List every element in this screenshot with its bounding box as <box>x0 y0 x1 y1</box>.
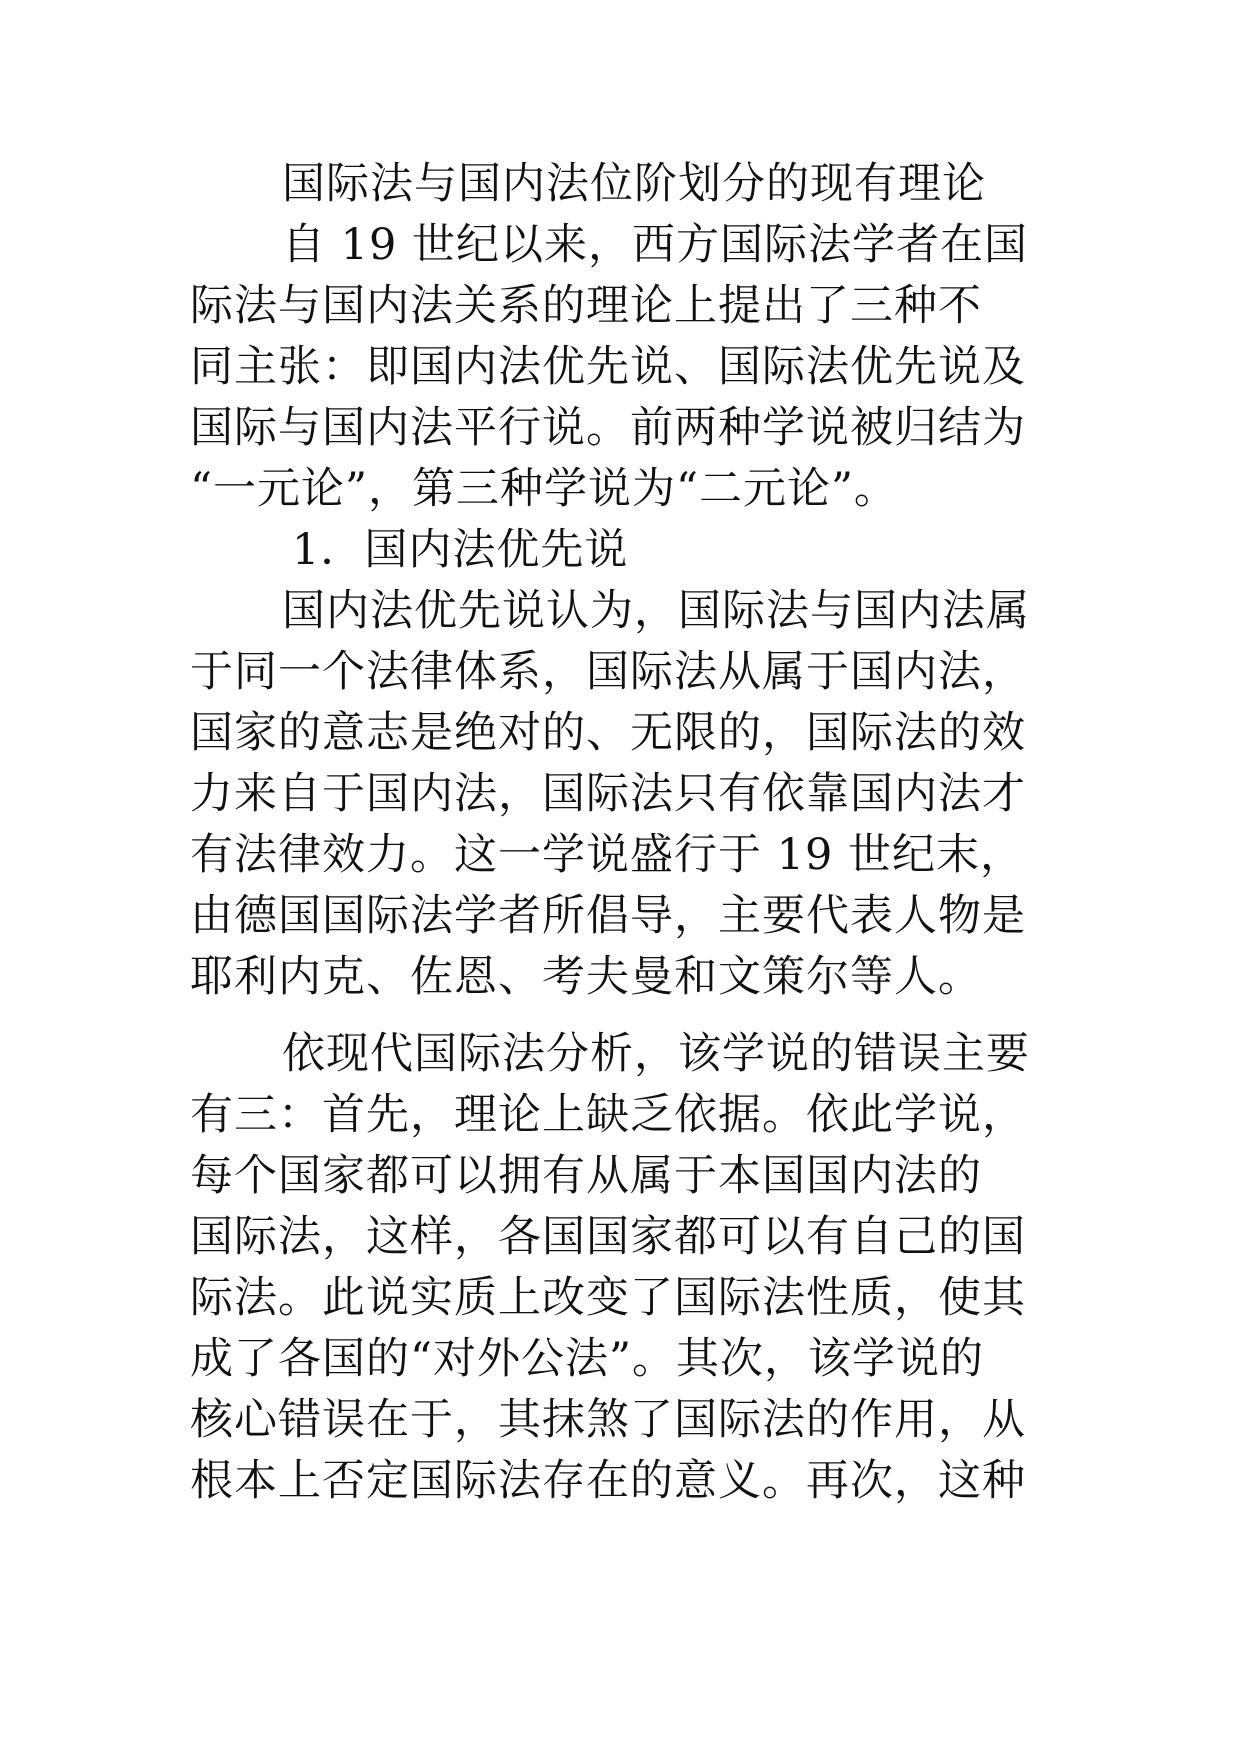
section-heading: 1．国内法优先说 <box>292 525 629 575</box>
paragraph-line: 际法。此说实质上改变了国际法性质，使其 <box>190 1273 1026 1323</box>
paragraph-line: 国际与国内法平行说。前两种学说被归结为 <box>190 403 1026 453</box>
paragraph-line: 际法与国内法关系的理论上提出了三种不 <box>190 281 982 331</box>
paragraph-line: 根本上否定国际法存在的意义。再次，这种 <box>190 1456 1026 1506</box>
paragraph-line: 核心错误在于，其抹煞了国际法的作用，从 <box>190 1395 1026 1445</box>
paragraph-line: 每个国家都可以拥有从属于本国国内法的 <box>190 1151 982 1201</box>
paragraph-line: 国家的意志是绝对的、无限的，国际法的效 <box>190 708 1026 758</box>
paragraph-line: 成了各国的“对外公法”。其次，该学说的 <box>190 1334 984 1384</box>
paragraph-line: 同主张：即国内法优先说、国际法优先说及 <box>190 342 1026 392</box>
paragraph-line: 国内法优先说认为，国际法与国内法属 <box>282 586 1030 636</box>
paragraph-line: 依现代国际法分析，该学说的错误主要 <box>282 1029 1030 1079</box>
paragraph-line: “一元论”，第三种学说为“二元论”。 <box>190 464 898 514</box>
paragraph-line: 于同一个法律体系，国际法从属于国内法， <box>190 647 1026 697</box>
paragraph-line: 有法律效力。这一学说盛行于 19 世纪末， <box>190 830 1025 880</box>
paragraph-line: 有三：首先，理论上缺乏依据。依此学说， <box>190 1090 1026 1140</box>
paragraph-line: 由德国国际法学者所倡导，主要代表人物是 <box>190 891 1026 941</box>
paragraph-line: 自 19 世纪以来，西方国际法学者在国 <box>282 220 1029 270</box>
paragraph-line: 力来自于国内法，国际法只有依靠国内法才 <box>190 769 1026 819</box>
paragraph-line: 耶利内克、佐恩、考夫曼和文策尔等人。 <box>190 952 982 1002</box>
paragraph-line: 国际法，这样，各国国家都可以有自己的国 <box>190 1212 1026 1262</box>
document-title: 国际法与国内法位阶划分的现有理论 <box>282 159 986 209</box>
